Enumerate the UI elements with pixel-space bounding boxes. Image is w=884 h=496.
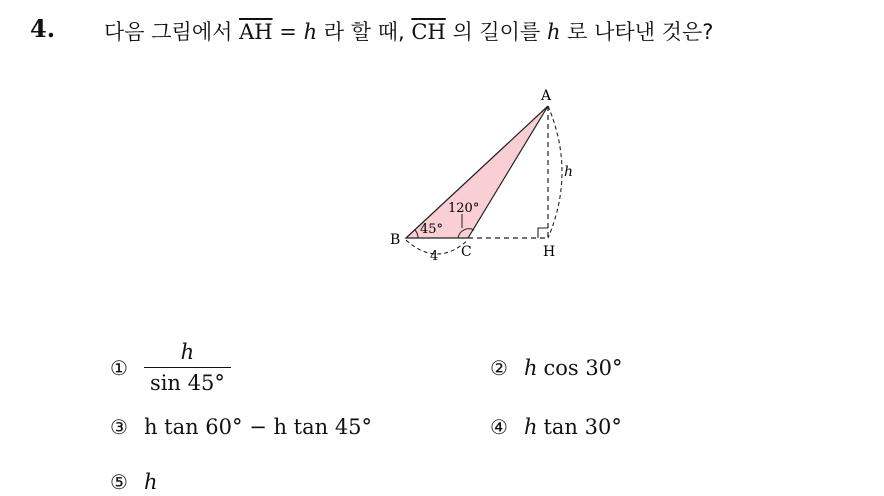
angle-c-label: 120° [448,201,480,216]
point-c-label: C [461,244,472,260]
choice-5[interactable] [110,470,157,494]
length-ah-label: h [564,164,574,180]
choice-4-var: h [523,415,538,439]
question-stem [104,16,713,46]
choice-2-number: ② [490,356,508,380]
variable-h-2: h [546,20,561,44]
choice-3-text: h tan 60° − h tan 45° [143,415,373,439]
stem-suffix: 로 나타낸 것은? [567,20,714,44]
stem-mid2: 의 길이를 [452,20,541,44]
choice-4-number: ④ [490,415,508,439]
point-h-label: H [543,244,556,260]
triangle-abc [406,106,548,238]
point-b-label: B [390,232,401,248]
choice-1[interactable] [110,340,231,395]
choice-1-fraction [144,340,231,395]
point-a-label: A [541,88,552,104]
segment-ah: $\overline{AH}$ [239,20,273,44]
choice-4-text: tan 30° [543,415,622,439]
choice-5-number: ⑤ [110,470,128,494]
variable-h: h [303,20,318,44]
equals-sign: = [279,20,297,44]
choice-1-number: ① [110,355,128,380]
choice-1-numerator: h [180,340,195,364]
choice-2[interactable] [490,356,623,380]
segment-ch: $\overline{CH}$ [411,20,446,44]
choice-2-text: cos 30° [543,356,623,380]
choice-3[interactable] [110,415,372,439]
choice-5-var: h [143,470,158,494]
question-number: 4. [30,14,56,43]
stem-prefix: 다음 그림에서 [104,20,233,44]
choice-2-var: h [523,356,538,380]
length-bc-label: 4 [430,249,439,264]
choice-4[interactable] [490,415,622,439]
right-angle-mark [538,228,548,238]
arc-ah [548,106,562,238]
angle-b-label: 45° [420,222,444,237]
triangle-figure [380,82,580,276]
stem-mid: 라 할 때, [323,20,405,44]
choice-1-denominator: sin 45° [149,371,225,395]
choice-3-number: ③ [110,415,128,439]
